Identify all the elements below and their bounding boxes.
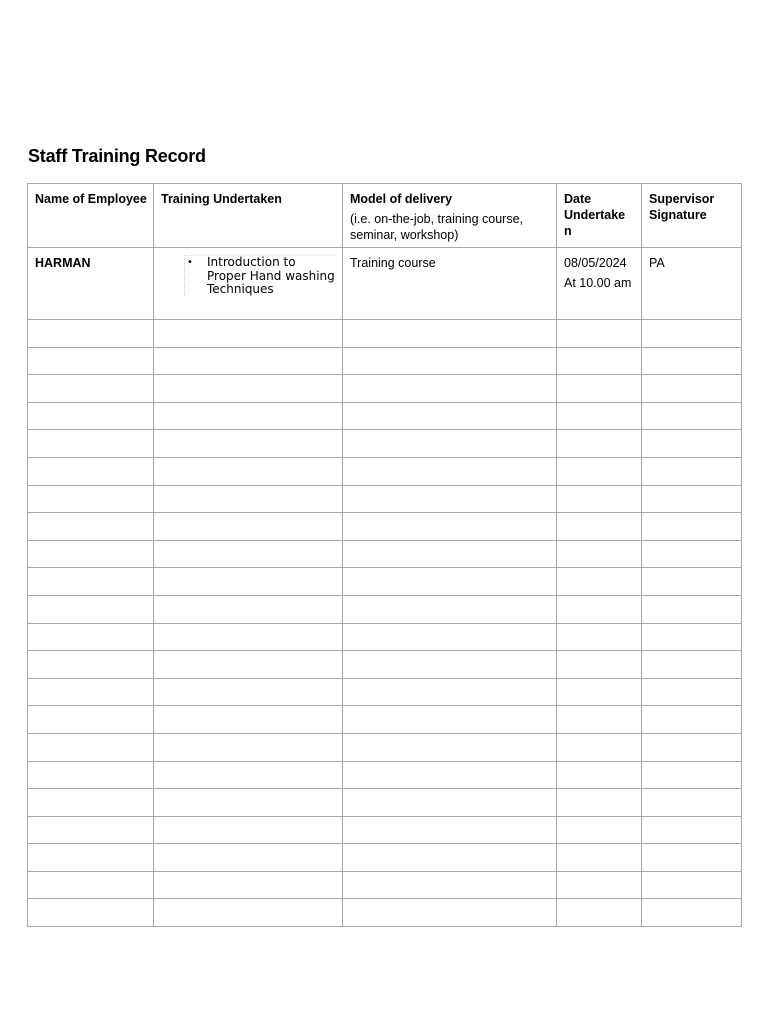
empty-cell-training-undertaken[interactable] — [154, 899, 343, 927]
header-training-undertaken: Training Undertaken — [154, 184, 343, 248]
empty-cell-model-of-delivery[interactable] — [343, 568, 557, 596]
empty-cell-supervisor-signature[interactable] — [642, 733, 742, 761]
empty-cell-date-undertaken[interactable] — [557, 430, 642, 458]
empty-cell-model-of-delivery[interactable] — [343, 485, 557, 513]
empty-table-row — [28, 623, 742, 651]
bullet-icon: • — [187, 257, 193, 268]
empty-cell-date-undertaken[interactable] — [557, 844, 642, 872]
empty-cell-model-of-delivery[interactable] — [343, 678, 557, 706]
date-value: 08/05/2024 — [564, 256, 627, 270]
empty-cell-date-undertaken[interactable] — [557, 568, 642, 596]
empty-cell-supervisor-signature[interactable] — [642, 651, 742, 679]
header-supervisor-signature: Supervisor Signature — [642, 184, 742, 248]
empty-table-row — [28, 457, 742, 485]
empty-table-row — [28, 430, 742, 458]
empty-cell-employee-name[interactable] — [28, 347, 154, 375]
empty-cell-date-undertaken[interactable] — [557, 457, 642, 485]
table-row — [28, 248, 742, 320]
empty-cell-employee-name[interactable] — [28, 402, 154, 430]
empty-cell-training-undertaken[interactable] — [154, 347, 343, 375]
cell-employee-name[interactable]: HARMAN — [28, 248, 154, 320]
header-model-of-delivery — [343, 184, 557, 248]
training-bullet-list — [184, 255, 336, 296]
empty-table-row — [28, 678, 742, 706]
empty-cell-supervisor-signature[interactable] — [642, 375, 742, 403]
empty-cell-employee-name[interactable] — [28, 899, 154, 927]
empty-cell-supervisor-signature[interactable] — [642, 789, 742, 817]
empty-cell-employee-name[interactable] — [28, 651, 154, 679]
empty-cell-training-undertaken[interactable] — [154, 320, 343, 348]
empty-table-row — [28, 899, 742, 927]
empty-cell-supervisor-signature[interactable] — [642, 816, 742, 844]
empty-cell-supervisor-signature[interactable] — [642, 568, 742, 596]
empty-cell-supervisor-signature[interactable] — [642, 485, 742, 513]
empty-cell-model-of-delivery[interactable] — [343, 347, 557, 375]
empty-cell-date-undertaken[interactable] — [557, 320, 642, 348]
training-record-table — [27, 183, 742, 927]
empty-cell-employee-name[interactable] — [28, 513, 154, 541]
empty-cell-date-undertaken[interactable] — [557, 789, 642, 817]
empty-table-row — [28, 320, 742, 348]
empty-cell-date-undertaken[interactable] — [557, 485, 642, 513]
empty-cell-employee-name[interactable] — [28, 761, 154, 789]
empty-cell-model-of-delivery[interactable] — [343, 706, 557, 734]
header-row — [28, 184, 742, 248]
empty-table-row — [28, 568, 742, 596]
empty-cell-training-undertaken[interactable] — [154, 816, 343, 844]
empty-cell-employee-name[interactable] — [28, 706, 154, 734]
empty-cell-model-of-delivery[interactable] — [343, 844, 557, 872]
empty-cell-employee-name[interactable] — [28, 733, 154, 761]
empty-cell-employee-name[interactable] — [28, 816, 154, 844]
empty-cell-employee-name[interactable] — [28, 678, 154, 706]
empty-cell-model-of-delivery[interactable] — [343, 789, 557, 817]
empty-cell-employee-name[interactable] — [28, 568, 154, 596]
empty-cell-training-undertaken[interactable] — [154, 706, 343, 734]
empty-cell-date-undertaken[interactable] — [557, 513, 642, 541]
empty-cell-employee-name[interactable] — [28, 623, 154, 651]
header-model-note: (i.e. on-the-job, training course, seminar, workshop) — [350, 212, 524, 242]
empty-cell-date-undertaken[interactable] — [557, 595, 642, 623]
empty-cell-employee-name[interactable] — [28, 375, 154, 403]
empty-table-row — [28, 347, 742, 375]
empty-cell-training-undertaken[interactable] — [154, 844, 343, 872]
empty-table-row — [28, 816, 742, 844]
empty-cell-date-undertaken[interactable] — [557, 871, 642, 899]
empty-cell-employee-name[interactable] — [28, 844, 154, 872]
empty-cell-supervisor-signature[interactable] — [642, 623, 742, 651]
empty-cell-employee-name[interactable] — [28, 430, 154, 458]
empty-cell-training-undertaken[interactable] — [154, 761, 343, 789]
empty-cell-supervisor-signature[interactable] — [642, 844, 742, 872]
cell-date-undertaken[interactable] — [557, 248, 642, 320]
empty-cell-model-of-delivery[interactable] — [343, 816, 557, 844]
empty-cell-training-undertaken[interactable] — [154, 485, 343, 513]
empty-cell-date-undertaken[interactable] — [557, 651, 642, 679]
empty-table-row — [28, 706, 742, 734]
empty-cell-supervisor-signature[interactable] — [642, 513, 742, 541]
header-name-of-employee: Name of Employee — [28, 184, 154, 248]
empty-cell-training-undertaken[interactable] — [154, 678, 343, 706]
empty-cell-training-undertaken[interactable] — [154, 789, 343, 817]
empty-cell-supervisor-signature[interactable] — [642, 320, 742, 348]
empty-cell-date-undertaken[interactable] — [557, 347, 642, 375]
empty-cell-date-undertaken[interactable] — [557, 816, 642, 844]
empty-cell-supervisor-signature[interactable] — [642, 678, 742, 706]
cell-training-undertaken[interactable] — [154, 248, 343, 320]
empty-table-row — [28, 595, 742, 623]
empty-cell-date-undertaken[interactable] — [557, 678, 642, 706]
empty-cell-training-undertaken[interactable] — [154, 568, 343, 596]
empty-cell-employee-name[interactable] — [28, 457, 154, 485]
empty-cell-date-undertaken[interactable] — [557, 402, 642, 430]
cell-model-of-delivery[interactable]: Training course — [343, 248, 557, 320]
empty-cell-date-undertaken[interactable] — [557, 540, 642, 568]
empty-cell-model-of-delivery[interactable] — [343, 761, 557, 789]
empty-cell-model-of-delivery[interactable] — [343, 513, 557, 541]
empty-cell-employee-name[interactable] — [28, 485, 154, 513]
empty-cell-supervisor-signature[interactable] — [642, 540, 742, 568]
empty-cell-training-undertaken[interactable] — [154, 651, 343, 679]
header-date-undertaken: Date Undertake n — [557, 184, 642, 248]
empty-cell-employee-name[interactable] — [28, 789, 154, 817]
empty-cell-model-of-delivery[interactable] — [343, 651, 557, 679]
document-title: Staff Training Record — [28, 146, 206, 166]
empty-cell-model-of-delivery[interactable] — [343, 320, 557, 348]
empty-table-row — [28, 761, 742, 789]
empty-cell-supervisor-signature[interactable] — [642, 457, 742, 485]
empty-cell-training-undertaken[interactable] — [154, 375, 343, 403]
empty-table-row — [28, 871, 742, 899]
empty-table-row — [28, 485, 742, 513]
empty-cell-date-undertaken[interactable] — [557, 623, 642, 651]
empty-cell-training-undertaken[interactable] — [154, 513, 343, 541]
empty-cell-employee-name[interactable] — [28, 871, 154, 899]
empty-cell-supervisor-signature[interactable] — [642, 761, 742, 789]
empty-cell-model-of-delivery[interactable] — [343, 540, 557, 568]
empty-cell-date-undertaken[interactable] — [557, 706, 642, 734]
empty-cell-training-undertaken[interactable] — [154, 540, 343, 568]
empty-cell-model-of-delivery[interactable] — [343, 899, 557, 927]
empty-cell-model-of-delivery[interactable] — [343, 457, 557, 485]
empty-cell-supervisor-signature[interactable] — [642, 595, 742, 623]
time-value: At 10.00 am — [564, 276, 632, 290]
empty-cell-training-undertaken[interactable] — [154, 402, 343, 430]
empty-table-row — [28, 540, 742, 568]
empty-cell-model-of-delivery[interactable] — [343, 402, 557, 430]
training-item: Introduction to Proper Hand washing Techniques — [207, 255, 335, 296]
empty-cell-supervisor-signature[interactable] — [642, 706, 742, 734]
empty-table-row — [28, 844, 742, 872]
empty-table-row — [28, 789, 742, 817]
empty-cell-date-undertaken[interactable] — [557, 761, 642, 789]
empty-cell-model-of-delivery[interactable] — [343, 595, 557, 623]
empty-table-row — [28, 375, 742, 403]
empty-cell-supervisor-signature[interactable] — [642, 402, 742, 430]
empty-cell-model-of-delivery[interactable] — [343, 430, 557, 458]
empty-cell-supervisor-signature[interactable] — [642, 430, 742, 458]
empty-table-row — [28, 651, 742, 679]
empty-cell-supervisor-signature[interactable] — [642, 871, 742, 899]
empty-cell-employee-name[interactable] — [28, 595, 154, 623]
empty-cell-supervisor-signature[interactable] — [642, 899, 742, 927]
empty-cell-employee-name[interactable] — [28, 540, 154, 568]
empty-cell-model-of-delivery[interactable] — [343, 623, 557, 651]
empty-cell-training-undertaken[interactable] — [154, 733, 343, 761]
empty-cell-training-undertaken[interactable] — [154, 623, 343, 651]
empty-cell-date-undertaken[interactable] — [557, 899, 642, 927]
empty-cell-training-undertaken[interactable] — [154, 595, 343, 623]
empty-cell-date-undertaken[interactable] — [557, 733, 642, 761]
empty-table-row — [28, 513, 742, 541]
empty-cell-training-undertaken[interactable] — [154, 430, 343, 458]
empty-table-row — [28, 733, 742, 761]
empty-table-row — [28, 402, 742, 430]
empty-cell-training-undertaken[interactable] — [154, 871, 343, 899]
empty-cell-model-of-delivery[interactable] — [343, 871, 557, 899]
empty-cell-supervisor-signature[interactable] — [642, 347, 742, 375]
empty-cell-training-undertaken[interactable] — [154, 457, 343, 485]
empty-cell-model-of-delivery[interactable] — [343, 733, 557, 761]
header-model-label: Model of delivery — [350, 192, 453, 206]
cell-supervisor-signature[interactable]: PA — [642, 248, 742, 320]
empty-cell-date-undertaken[interactable] — [557, 375, 642, 403]
empty-cell-model-of-delivery[interactable] — [343, 375, 557, 403]
empty-cell-employee-name[interactable] — [28, 320, 154, 348]
